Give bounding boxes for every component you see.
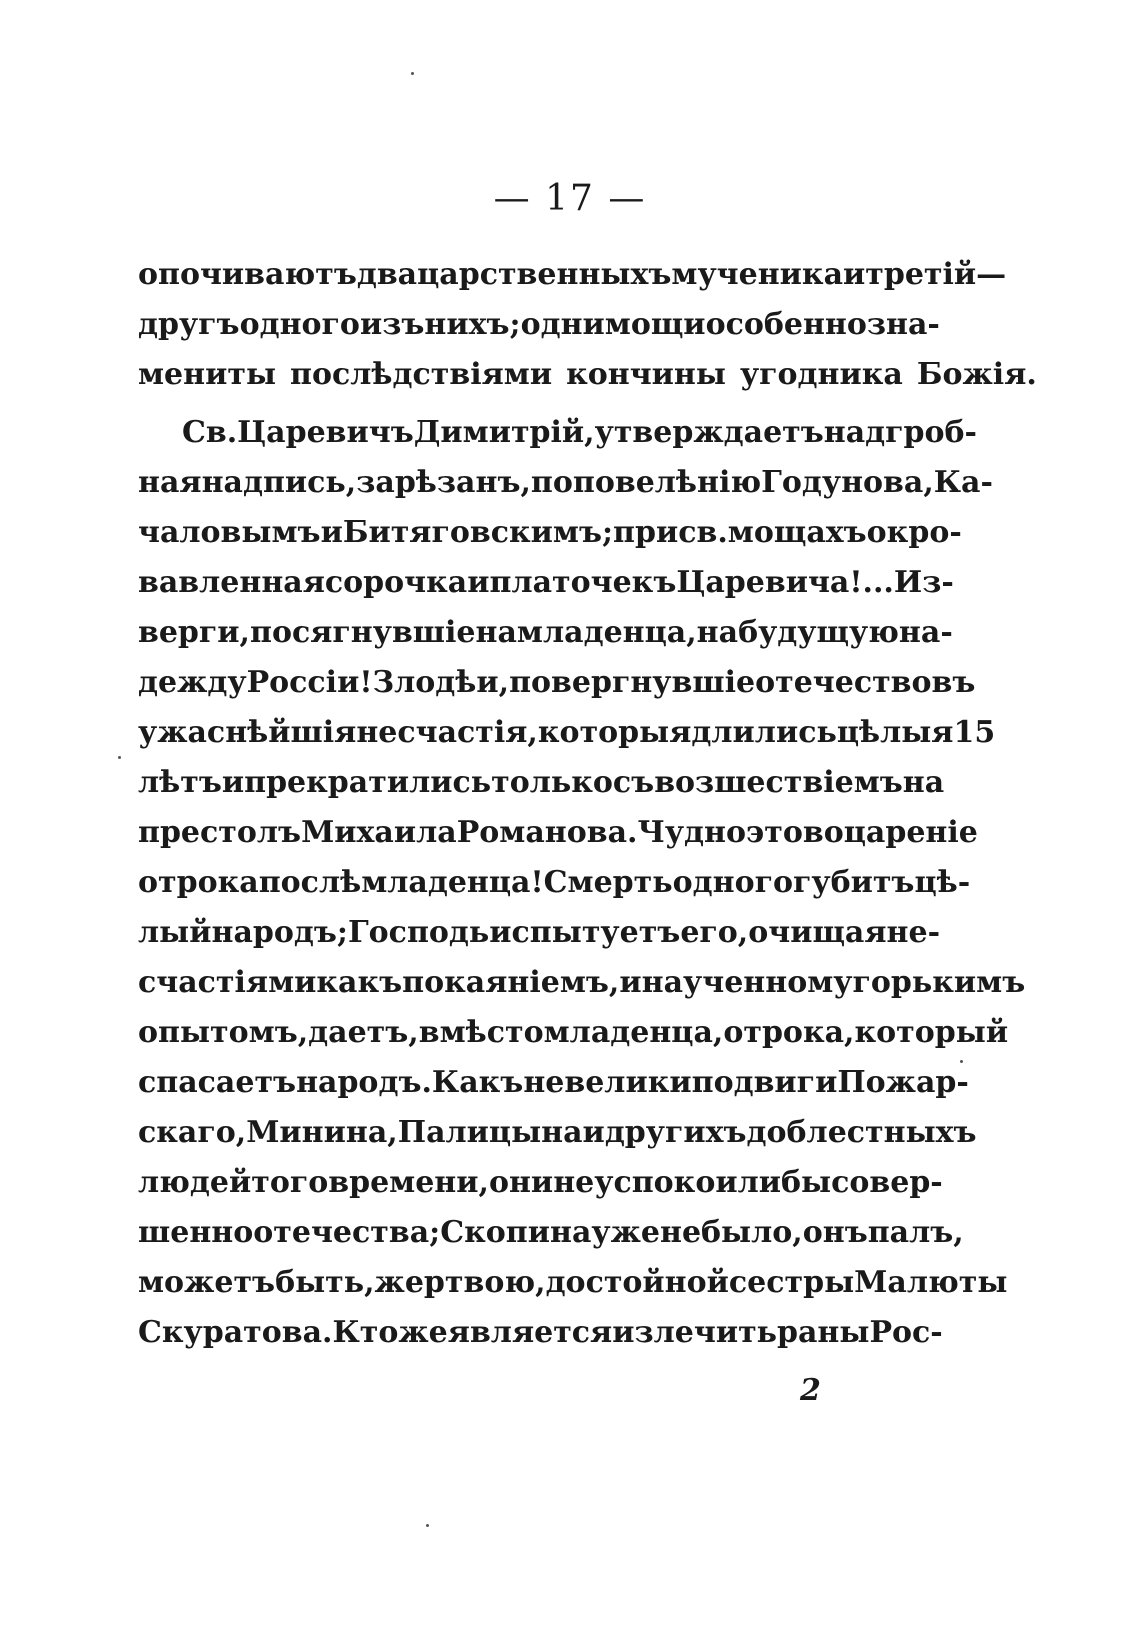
text-line: престолъ Михаила Романова. Чудно это воцареніе: [138, 815, 978, 850]
page-number: — 17 —: [493, 178, 647, 219]
paper-speck: [411, 72, 414, 75]
text-line: можетъ быть, жертвою, достойной сестры Малюты: [138, 1265, 1008, 1300]
text-line: лый народъ; Господь испытуетъ его, очищая не-: [138, 915, 941, 950]
text-line: отрока послѣ младенца! Смерть одного губитъ цѣ-: [138, 865, 971, 900]
paragraph-gap: [138, 400, 900, 408]
text-line: людей того времени, они не успокоили бы совер-: [138, 1165, 943, 1200]
body-text: [138, 250, 1037, 1358]
text-line: другъ одного изъ нихъ; одни мощи особенно зна-: [138, 307, 940, 342]
text-line: опочиваютъ два царственныхъ мученика и третій—: [138, 257, 1007, 292]
text-line: верги, посягнувшіе на младенца, на будущую на-: [138, 615, 953, 650]
text-line: Скуратова. Кто же является излечить раны Рос-: [138, 1315, 943, 1350]
text-line: мениты послѣдствіями кончины угодника Божія.: [138, 357, 1037, 392]
text-line: Св. Царевичъ Димитрій, утверждаетъ надгроб-: [182, 415, 977, 450]
text-line: счастіями какъ покаяніемъ, и наученному горькимъ: [138, 965, 1026, 1000]
text-line: дежду Россіи! Злодѣи, повергнувшіе отечество въ: [138, 665, 976, 700]
signature-mark: 2: [800, 1373, 821, 1408]
text-line: чаловымъ и Битяговскимъ; при св. мощахъ окро-: [138, 515, 962, 550]
paper-speck: [118, 756, 121, 759]
paper-speck: [426, 1524, 429, 1527]
text-line: ная надпись, зарѣзанъ, по повелѣнію Годунова, Ка-: [138, 465, 993, 500]
text-line: шенно отечества; Скопина уже не было, онъ палъ,: [138, 1215, 964, 1250]
text-line: вавленная сорочка и платочекъ Царевича!... Из-: [138, 565, 954, 600]
paragraph-1: [138, 250, 1037, 400]
text-line: спасаетъ народъ. Какъ не велики подвиги Пожар-: [138, 1065, 969, 1100]
text-line: ужаснѣйшія несчастія, которыя длились цѣлыя 15: [138, 715, 996, 750]
paragraph-2: [138, 408, 1026, 1358]
text-line: опытомъ, даетъ, вмѣсто младенца, отрока, который: [138, 1015, 1009, 1050]
text-line: скаго, Минина, Палицына и другихъ доблестныхъ: [138, 1115, 977, 1150]
text-line: лѣтъ и прекратились только съ возшествіемъ на: [138, 765, 945, 800]
